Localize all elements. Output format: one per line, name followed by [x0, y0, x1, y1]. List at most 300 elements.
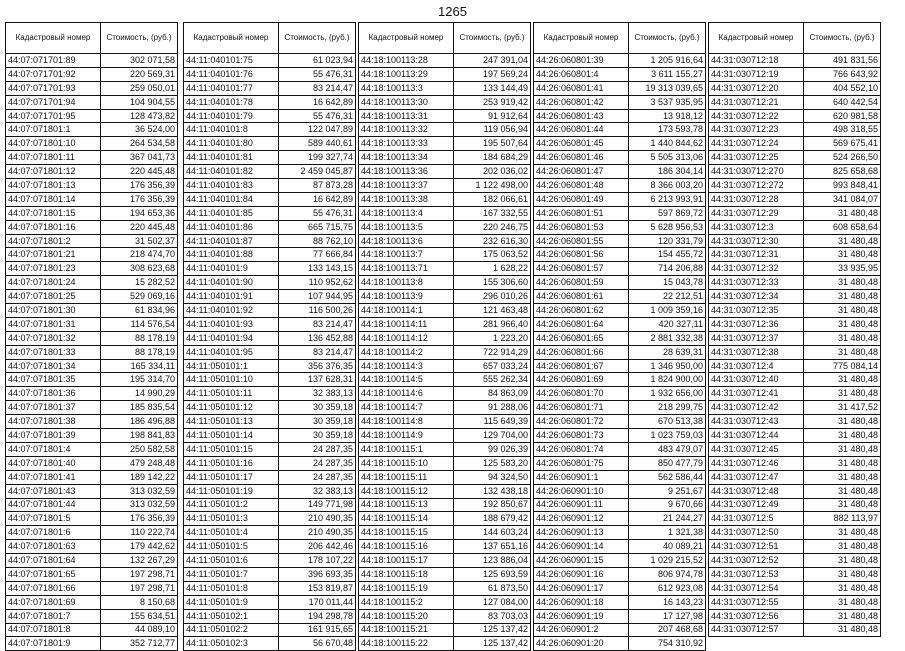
- table-row: [184, 567, 356, 581]
- cadastral-number-cell: 44:31:030712:49: [709, 498, 804, 512]
- table-row: [709, 220, 881, 234]
- cadastral-number-cell: 44:31:030712:38: [709, 345, 804, 359]
- table-row: [709, 67, 881, 81]
- header-cost: Стоимость, (руб.): [101, 23, 178, 54]
- table-row: [359, 276, 531, 290]
- cost-cell: 36 524,00: [101, 123, 178, 137]
- table-row: [184, 192, 356, 206]
- cadastral-number-cell: 44:18:100115:11: [359, 470, 454, 484]
- cost-cell: 119 056,94: [454, 123, 531, 137]
- cost-cell: 114 576,54: [101, 317, 178, 331]
- table-row: [534, 317, 706, 331]
- cost-cell: 21 244,27: [629, 512, 706, 526]
- cadastral-number-cell: 44:31:030712:50: [709, 526, 804, 540]
- cadastral-number-cell: 44:26:060801:39: [534, 54, 629, 68]
- table-row: [534, 262, 706, 276]
- cost-cell: 137 651,16: [454, 540, 531, 554]
- cadastral-number-cell: 44:18:100113:29: [359, 67, 454, 81]
- cost-cell: 608 658,64: [804, 220, 881, 234]
- table-row: [359, 456, 531, 470]
- cost-cell: 91 288,06: [454, 401, 531, 415]
- cadastral-number-cell: 44:26:060801:65: [534, 331, 629, 345]
- cadastral-number-cell: 44:26:060801:47: [534, 165, 629, 179]
- table-row: [359, 387, 531, 401]
- cost-cell: 404 552,10: [804, 81, 881, 95]
- cost-cell: 31 480,48: [804, 484, 881, 498]
- cost-cell: 24 287,35: [279, 456, 356, 470]
- table-row: [6, 179, 178, 193]
- table-row: [184, 595, 356, 609]
- table-row: [534, 290, 706, 304]
- cadastral-number-cell: 44:07:071801:66: [6, 581, 101, 595]
- cadastral-number-cell: 44:31:030712:272: [709, 179, 804, 193]
- cost-cell: 722 914,29: [454, 345, 531, 359]
- cadastral-number-cell: 44:07:071801:4: [6, 442, 101, 456]
- cadastral-number-cell: 44:07:071801:1: [6, 123, 101, 137]
- cadastral-number-cell: 44:31:030712:24: [709, 137, 804, 151]
- cadastral-number-cell: 44:11:050101:9: [184, 595, 279, 609]
- table-row: [534, 373, 706, 387]
- table-row: [359, 554, 531, 568]
- cadastral-number-cell: 44:07:071801:35: [6, 373, 101, 387]
- table-row: [359, 54, 531, 68]
- header-cadastral-number: Кадастровый номер: [359, 23, 454, 54]
- table-row: [184, 262, 356, 276]
- table-row: [534, 415, 706, 429]
- cadastral-number-cell: 44:26:060801:46: [534, 151, 629, 165]
- table-row: [709, 623, 881, 637]
- cost-cell: 123 886,04: [454, 554, 531, 568]
- cost-cell: 296 010,26: [454, 290, 531, 304]
- cadastral-number-cell: 44:07:071801:24: [6, 276, 101, 290]
- cost-cell: 16 642,89: [279, 95, 356, 109]
- cost-cell: 87 873,28: [279, 179, 356, 193]
- cadastral-number-cell: 44:11:050101:19: [184, 484, 279, 498]
- cadastral-number-cell: 44:11:050101:5: [184, 540, 279, 554]
- cost-cell: 31 480,48: [804, 554, 881, 568]
- cadastral-number-cell: 44:11:050101:4: [184, 526, 279, 540]
- cost-cell: 555 262,34: [454, 373, 531, 387]
- table-row: [709, 498, 881, 512]
- cost-cell: 115 649,39: [454, 415, 531, 429]
- table-row: [359, 262, 531, 276]
- cost-cell: 210 490,35: [279, 512, 356, 526]
- table-row: [359, 623, 531, 637]
- table-row: [359, 290, 531, 304]
- table-row: [184, 498, 356, 512]
- table-row: [184, 373, 356, 387]
- cadastral-number-cell: 44:31:030712:53: [709, 567, 804, 581]
- header-cost: Стоимость, (руб.): [804, 23, 881, 54]
- cost-cell: 1 122 498,00: [454, 179, 531, 193]
- cadastral-number-cell: 44:31:030712:57: [709, 623, 804, 637]
- cadastral-number-cell: 44:11:040101:80: [184, 137, 279, 151]
- table-row: [709, 415, 881, 429]
- table-row: [534, 345, 706, 359]
- cost-cell: 31 480,48: [804, 317, 881, 331]
- table-row: [709, 81, 881, 95]
- cadastral-number-cell: 44:26:060801:75: [534, 456, 629, 470]
- table-row: [359, 165, 531, 179]
- table-row: [534, 567, 706, 581]
- cost-cell: 153 819,87: [279, 581, 356, 595]
- cost-cell: 210 490,35: [279, 526, 356, 540]
- cost-cell: 149 771,98: [279, 498, 356, 512]
- table-row: [184, 415, 356, 429]
- cost-cell: 491 831,56: [804, 54, 881, 68]
- cost-cell: 14 990,29: [101, 387, 178, 401]
- cost-cell: 220 569,31: [101, 67, 178, 81]
- cadastral-number-cell: 44:11:040101:95: [184, 345, 279, 359]
- table-row: [184, 331, 356, 345]
- table-row: [184, 345, 356, 359]
- cost-cell: 195 507,64: [454, 137, 531, 151]
- cadastral-number-cell: 44:26:060901:16: [534, 567, 629, 581]
- table-row: [534, 359, 706, 373]
- cadastral-number-cell: 44:11:050101:6: [184, 554, 279, 568]
- cost-cell: 125 137,42: [454, 623, 531, 637]
- cost-cell: 524 266,50: [804, 151, 881, 165]
- table-row: [709, 456, 881, 470]
- table-row: [184, 248, 356, 262]
- cost-cell: 1 321,38: [629, 526, 706, 540]
- table-row: [359, 637, 531, 651]
- cost-cell: 121 463,48: [454, 304, 531, 318]
- cadastre-table-4: [533, 22, 706, 651]
- cadastral-number-cell: 44:31:030712:46: [709, 456, 804, 470]
- cost-cell: 31 480,48: [804, 290, 881, 304]
- table-row: [359, 192, 531, 206]
- table-row: [534, 67, 706, 81]
- cost-cell: 61 023,94: [279, 54, 356, 68]
- cadastral-number-cell: 44:26:060901:12: [534, 512, 629, 526]
- cadastral-number-cell: 44:18:100113:6: [359, 234, 454, 248]
- cadastral-number-cell: 44:31:030712:44: [709, 429, 804, 443]
- cost-cell: 15 043,78: [629, 276, 706, 290]
- table-row: [184, 54, 356, 68]
- cadastral-number-cell: 44:18:100115:19: [359, 581, 454, 595]
- table-row: [709, 429, 881, 443]
- cost-cell: 31 480,48: [804, 595, 881, 609]
- cost-cell: 170 011,44: [279, 595, 356, 609]
- table-row: [359, 345, 531, 359]
- cost-cell: 132 438,18: [454, 484, 531, 498]
- cost-cell: 176 356,39: [101, 192, 178, 206]
- cadastral-number-cell: 44:07:071801:65: [6, 567, 101, 581]
- cadastral-number-cell: 44:11:040101:9: [184, 262, 279, 276]
- cost-cell: 165 334,11: [101, 359, 178, 373]
- table-row: [6, 554, 178, 568]
- cadastral-number-cell: 44:07:071801:41: [6, 470, 101, 484]
- cadastral-number-cell: 44:07:071801:34: [6, 359, 101, 373]
- cadastral-number-cell: 44:18:100113:33: [359, 137, 454, 151]
- table-row: [709, 526, 881, 540]
- table-row: [6, 95, 178, 109]
- table-row: [359, 415, 531, 429]
- table-row: [534, 54, 706, 68]
- cadastral-number-cell: 44:11:050101:3: [184, 512, 279, 526]
- cadastral-number-cell: 44:26:060901:13: [534, 526, 629, 540]
- table-row: [6, 498, 178, 512]
- cost-cell: 61 873,50: [454, 581, 531, 595]
- table-row: [534, 554, 706, 568]
- cadastral-number-cell: 44:18:100115:10: [359, 456, 454, 470]
- table-row: [184, 609, 356, 623]
- cadastre-table-3: [358, 22, 531, 651]
- cadastral-number-cell: 44:26:060801:72: [534, 415, 629, 429]
- cadastral-number-cell: 44:26:060801:62: [534, 304, 629, 318]
- cost-cell: 1 023 759,03: [629, 429, 706, 443]
- cadastral-number-cell: 44:11:040101:85: [184, 206, 279, 220]
- cost-cell: 1 205 916,64: [629, 54, 706, 68]
- cost-cell: 184 684,29: [454, 151, 531, 165]
- cadastral-number-cell: 44:18:100113:32: [359, 123, 454, 137]
- cost-cell: 562 586,44: [629, 470, 706, 484]
- cadastral-number-cell: 44:11:040101:93: [184, 317, 279, 331]
- table-row: [359, 95, 531, 109]
- header-cost: Стоимость, (руб.): [454, 23, 531, 54]
- cost-cell: 1 440 844,62: [629, 137, 706, 151]
- cadastral-number-cell: 44:18:100115:16: [359, 540, 454, 554]
- table-row: [534, 304, 706, 318]
- cost-cell: 31 480,48: [804, 540, 881, 554]
- table-row: [184, 304, 356, 318]
- cadastral-number-cell: 44:26:060901:11: [534, 498, 629, 512]
- cadastral-number-cell: 44:07:071801:8: [6, 623, 101, 637]
- cost-cell: 84 863,09: [454, 387, 531, 401]
- cost-cell: 31 480,48: [804, 456, 881, 470]
- cost-cell: 8 150,68: [101, 595, 178, 609]
- cadastral-number-cell: 44:11:050101:12: [184, 401, 279, 415]
- table-row: [534, 220, 706, 234]
- cadastral-number-cell: 44:26:060901:17: [534, 581, 629, 595]
- cost-cell: 341 084,07: [804, 192, 881, 206]
- table-row: [709, 345, 881, 359]
- table-row: [6, 512, 178, 526]
- cadastral-number-cell: 44:26:060801:66: [534, 345, 629, 359]
- cadastral-number-cell: 44:11:050102:3: [184, 637, 279, 651]
- cadastral-number-cell: 44:26:060801:67: [534, 359, 629, 373]
- table-row: [184, 81, 356, 95]
- table-row: [709, 331, 881, 345]
- table-row: [6, 331, 178, 345]
- table-row: [709, 373, 881, 387]
- table-row: [709, 234, 881, 248]
- cadastral-number-cell: 44:26:060801:4: [534, 67, 629, 81]
- cadastral-number-cell: 44:07:071801:64: [6, 554, 101, 568]
- cadastral-number-cell: 44:31:030712:41: [709, 387, 804, 401]
- cadastral-number-cell: 44:26:060801:70: [534, 387, 629, 401]
- table-row: [6, 165, 178, 179]
- table-row: [359, 401, 531, 415]
- table-row: [184, 637, 356, 651]
- cadastral-number-cell: 44:18:100113:28: [359, 54, 454, 68]
- table-row: [534, 470, 706, 484]
- cadastral-number-cell: 44:11:040101:88: [184, 248, 279, 262]
- cadastral-number-cell: 44:07:071801:11: [6, 151, 101, 165]
- cadastral-number-cell: 44:31:030712:29: [709, 206, 804, 220]
- cost-cell: 154 455,72: [629, 248, 706, 262]
- table-row: [6, 109, 178, 123]
- cost-cell: 220 246,75: [454, 220, 531, 234]
- table-row: [534, 512, 706, 526]
- table-row: [709, 248, 881, 262]
- cost-cell: 30 359,18: [279, 401, 356, 415]
- cost-cell: 178 107,22: [279, 554, 356, 568]
- cadastral-number-cell: 44:26:060801:55: [534, 234, 629, 248]
- cost-cell: 1 932 656,00: [629, 387, 706, 401]
- page-number: 1265: [438, 4, 467, 19]
- table-row: [534, 526, 706, 540]
- cadastral-number-cell: 44:18:100114:3: [359, 359, 454, 373]
- cost-cell: 182 066,61: [454, 192, 531, 206]
- cost-cell: 993 848,41: [804, 179, 881, 193]
- cadastral-number-cell: 44:26:060801:48: [534, 179, 629, 193]
- cost-cell: 31 480,48: [804, 373, 881, 387]
- cadastral-number-cell: 44:18:100115:17: [359, 554, 454, 568]
- cadastral-number-cell: 44:18:100114:5: [359, 373, 454, 387]
- cadastral-number-cell: 44:18:100115:22: [359, 637, 454, 651]
- cost-cell: 657 033,24: [454, 359, 531, 373]
- cost-cell: 198 841,83: [101, 429, 178, 443]
- cadastral-number-cell: 44:11:050102:2: [184, 623, 279, 637]
- cadastral-number-cell: 44:18:100115:18: [359, 567, 454, 581]
- cadastral-number-cell: 44:07:071801:15: [6, 206, 101, 220]
- cost-cell: 670 513,38: [629, 415, 706, 429]
- cost-cell: 5 628 956,53: [629, 220, 706, 234]
- cadastral-number-cell: 44:26:060801:59: [534, 276, 629, 290]
- table-row: [6, 345, 178, 359]
- cadastral-number-cell: 44:26:060801:64: [534, 317, 629, 331]
- cost-cell: 32 383,13: [279, 387, 356, 401]
- cost-cell: 31 480,48: [804, 387, 881, 401]
- cadastral-number-cell: 44:26:060801:49: [534, 192, 629, 206]
- table-row: [709, 595, 881, 609]
- cadastral-number-cell: 44:11:040101:94: [184, 331, 279, 345]
- table-row: [6, 470, 178, 484]
- table-row: [184, 512, 356, 526]
- cost-cell: 313 032,59: [101, 498, 178, 512]
- cost-cell: 185 835,54: [101, 401, 178, 415]
- table-row: [6, 429, 178, 443]
- cost-cell: 194 653,36: [101, 206, 178, 220]
- table-row: [709, 401, 881, 415]
- table-row: [184, 151, 356, 165]
- cadastral-number-cell: 44:11:050101:17: [184, 470, 279, 484]
- table-row: [534, 95, 706, 109]
- cadastral-number-cell: 44:31:030712:47: [709, 470, 804, 484]
- table-row: [534, 595, 706, 609]
- cost-cell: 195 314,70: [101, 373, 178, 387]
- cost-cell: 129 704,00: [454, 429, 531, 443]
- table-row: [359, 359, 531, 373]
- cost-cell: 32 383,13: [279, 484, 356, 498]
- cost-cell: 30 359,18: [279, 429, 356, 443]
- cadastral-number-cell: 44:18:100114:7: [359, 401, 454, 415]
- cost-cell: 94 324,50: [454, 470, 531, 484]
- table-row: [6, 359, 178, 373]
- table-row: [709, 359, 881, 373]
- table-row: [184, 387, 356, 401]
- cadastral-number-cell: 44:26:060901:2: [534, 623, 629, 637]
- cost-cell: 24 287,35: [279, 442, 356, 456]
- cadastral-number-cell: 44:18:100115:14: [359, 512, 454, 526]
- cost-cell: 612 923,08: [629, 581, 706, 595]
- table-row: [184, 442, 356, 456]
- cadastral-number-cell: 44:31:030712:22: [709, 109, 804, 123]
- cost-cell: 55 476,31: [279, 67, 356, 81]
- cost-cell: 33 935,95: [804, 262, 881, 276]
- cadastral-number-cell: 44:26:060801:73: [534, 429, 629, 443]
- cadastral-number-cell: 44:07:071801:63: [6, 540, 101, 554]
- cadastral-number-cell: 44:18:100113:7: [359, 248, 454, 262]
- cadastral-number-cell: 44:31:030712:48: [709, 484, 804, 498]
- cadastral-number-cell: 44:07:071801:40: [6, 456, 101, 470]
- cadastral-number-cell: 44:18:100115:21: [359, 623, 454, 637]
- cadastral-number-cell: 44:11:040101:81: [184, 151, 279, 165]
- table-row: [6, 595, 178, 609]
- cost-cell: 133 143,15: [279, 262, 356, 276]
- table-row: [709, 317, 881, 331]
- cost-cell: 99 026,39: [454, 442, 531, 456]
- cadastral-number-cell: 44:26:060901:18: [534, 595, 629, 609]
- table-row: [6, 567, 178, 581]
- cadastral-number-cell: 44:31:030712:43: [709, 415, 804, 429]
- cost-cell: 766 643,92: [804, 67, 881, 81]
- table-row: [184, 179, 356, 193]
- cost-cell: 19 313 039,65: [629, 81, 706, 95]
- table-row: [6, 192, 178, 206]
- cadastral-number-cell: 44:31:030712:30: [709, 234, 804, 248]
- cadastral-number-cell: 44:11:040101:76: [184, 67, 279, 81]
- cost-cell: 55 476,31: [279, 206, 356, 220]
- cost-cell: 31 502,37: [101, 234, 178, 248]
- cost-cell: 186 496,88: [101, 415, 178, 429]
- cadastral-number-cell: 44:18:100113:34: [359, 151, 454, 165]
- cadastral-number-cell: 44:31:030712:37: [709, 331, 804, 345]
- cadastral-number-cell: 44:18:100115:2: [359, 595, 454, 609]
- cadastral-number-cell: 44:11:050102:1: [184, 609, 279, 623]
- table-row: [709, 276, 881, 290]
- table-row: [534, 540, 706, 554]
- table-row: [184, 206, 356, 220]
- table-row: [709, 206, 881, 220]
- cadastral-number-cell: 44:18:100113:8: [359, 276, 454, 290]
- cost-cell: 31 480,48: [804, 470, 881, 484]
- table-row: [359, 109, 531, 123]
- cost-cell: 199 327,74: [279, 151, 356, 165]
- table-row: [359, 137, 531, 151]
- cadastral-number-cell: 44:18:100114:11: [359, 317, 454, 331]
- cost-cell: 83 214,47: [279, 81, 356, 95]
- cadastral-number-cell: 44:26:060801:71: [534, 401, 629, 415]
- table-row: [6, 401, 178, 415]
- cost-cell: 40 089,21: [629, 540, 706, 554]
- table-row: [359, 206, 531, 220]
- cost-cell: 250 582,58: [101, 442, 178, 456]
- table-row: [359, 304, 531, 318]
- cadastre-table-2: [183, 22, 356, 651]
- cost-cell: 220 445,48: [101, 220, 178, 234]
- cadastral-number-cell: 44:07:071801:12: [6, 165, 101, 179]
- table-row: [359, 179, 531, 193]
- cost-cell: 281 966,40: [454, 317, 531, 331]
- cadastral-number-cell: 44:11:040101:77: [184, 81, 279, 95]
- header-cadastral-number: Кадастровый номер: [709, 23, 804, 54]
- table-row: [709, 581, 881, 595]
- cost-cell: 30 359,18: [279, 415, 356, 429]
- table-row: [534, 109, 706, 123]
